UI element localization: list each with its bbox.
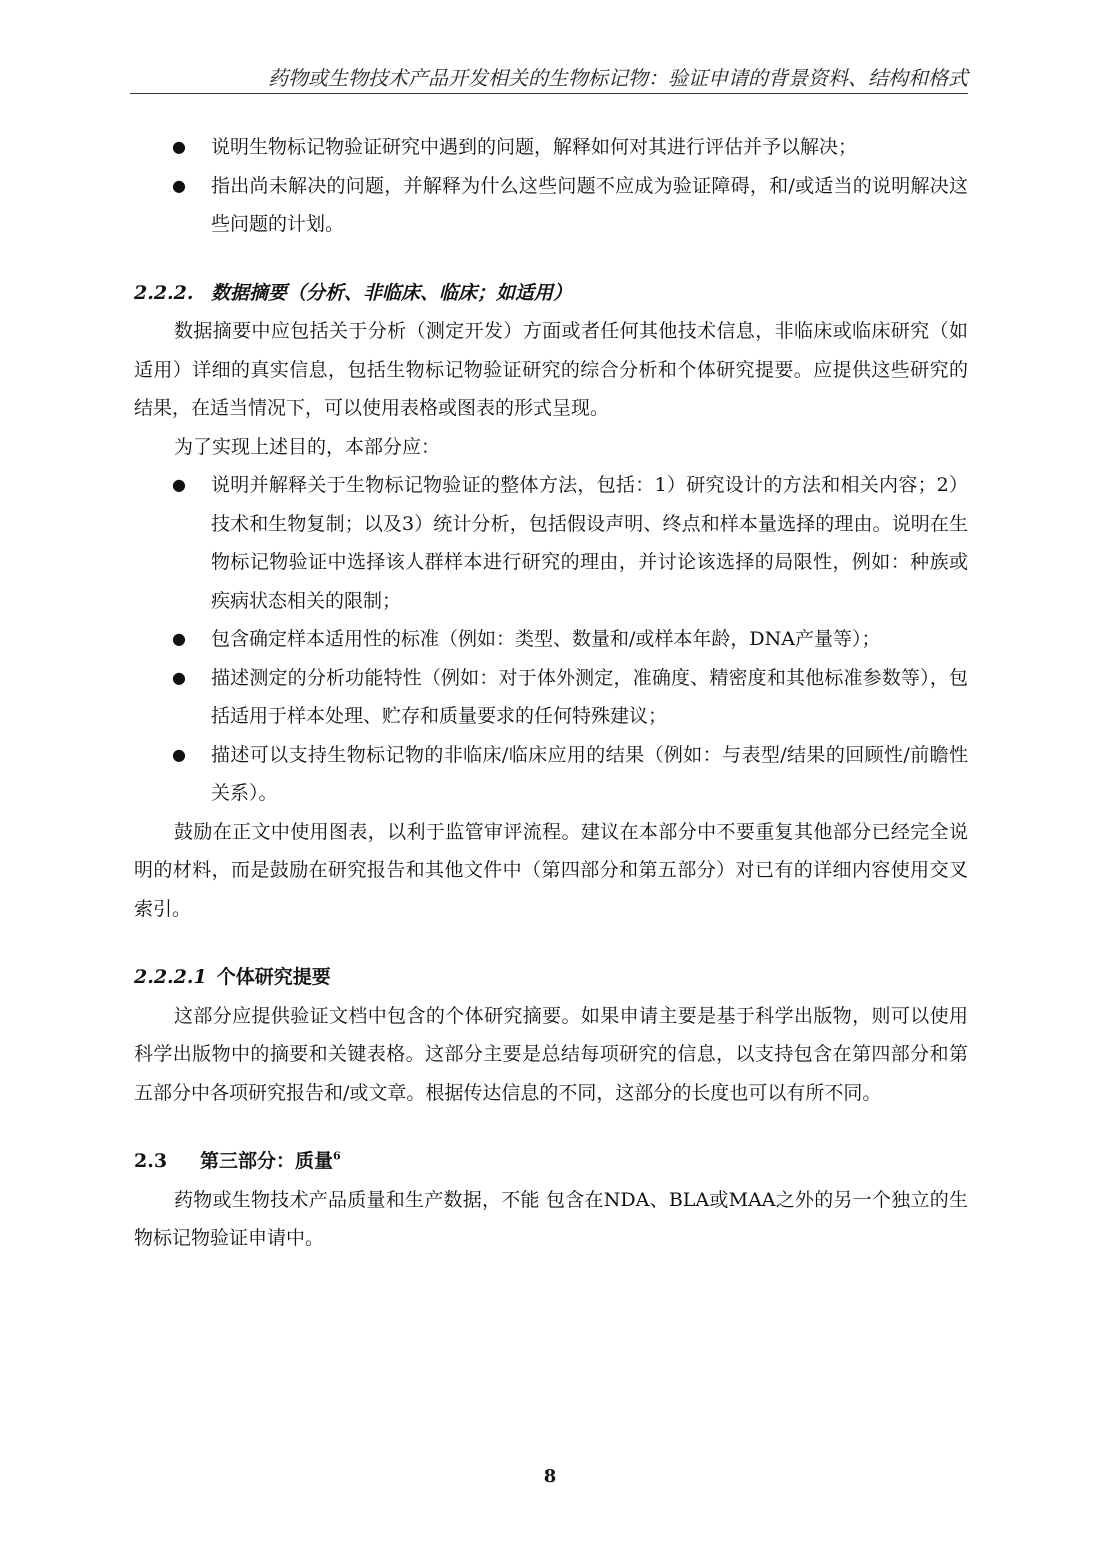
list-item [134,167,968,244]
list-item-text: 包含确定样本适用性的标准（例如：类型、数量和/或样本年龄，DNA产量等）； [211,628,881,650]
section-heading-2-3 [134,1142,968,1181]
spacer [134,244,968,274]
section-number: 2.3 [134,1150,168,1172]
list-item [134,736,968,813]
running-header: 药物或生物技术产品开发相关的生物标记物：验证申请的背景资料、结构和格式 [268,66,968,90]
section-title: 第三部分：质量 [200,1150,334,1172]
header-divider [130,93,968,94]
page-number: 8 [543,1466,557,1487]
section-heading-2-2-2 [134,274,968,313]
page-body [134,128,968,1258]
section-heading-2-2-2-1 [134,958,968,997]
section-title: 数据摘要（分析、非临床、临床；如适用） [211,281,573,304]
paragraph: 这部分应提供验证文档中包含的个体研究摘要。如果申请主要是基于科学出版物，则可以使用科学出版物中的摘要和关键表格。这部分主要是总结每项研究的信息，以支持包含在第四部分和第五部分中各项研究报告和/或文章。根据传达信息的不同，这部分的长度也可以有所不同。 [134,1004,968,1104]
paragraph: 药物或生物技术产品质量和生产数据，不能 包含在NDA、BLA或MAA之外的另一个独立的生物标记物验证申请中。 [134,1188,968,1249]
bullet-icon: ● [172,175,186,195]
paragraph: 为了实现上述目的，本部分应： [174,435,441,458]
bullet-icon: ● [172,629,186,648]
section-number: 2.2.2.1 [134,966,207,988]
list-item-text: 描述测定的分析功能特性（例如：对于体外测定，准确度、精密度和其他标准参数等），包括适用于样本处理、贮存和质量要求的任何特殊建议； [211,666,968,727]
bullet-icon: ● [172,744,186,764]
paragraph: 鼓励在正文中使用图表，以利于监管审评流程。建议在本部分中不要重复其他部分已经完全说明的材料，而是鼓励在研究报告和其他文件中（第四部分和第五部分）对已有的详细内容使用交叉索引。 [134,820,968,920]
list-item [134,659,968,736]
section-title: 个体研究提要 [216,966,331,988]
section-number: 2.2.2. [134,281,194,304]
list-item-text: 说明生物标记物验证研究中遇到的问题，解释如何对其进行评估并予以解决； [211,136,858,158]
spacer [134,928,968,958]
bullet-icon: ● [172,475,186,494]
list-item [134,620,968,659]
list-item [134,466,968,620]
bullet-icon: ● [172,137,186,156]
bullet-icon: ● [172,667,186,687]
footnote-reference[interactable]: 6 [333,1149,341,1163]
list-item [134,128,968,167]
spacer [134,1112,968,1142]
list-item-text: 说明并解释关于生物标记物验证的整体方法，包括：1）研究设计的方法和相关内容；2）技术和生物复制；以及3）统计分析，包括假设声明、终点和样本量选择的理由。说明在生物标记物验证中选择该人群样本进行研究的理由，并讨论该选择的局限性，例如：种族或疾病状态相关的限制； [211,474,968,612]
paragraph: 数据摘要中应包括关于分析（测定开发）方面或者任何其他技术信息，非临床或临床研究（如适用）详细的真实信息，包括生物标记物验证研究的综合分析和个体研究提要。应提供这些研究的结果，在适当情况下，可以使用表格或图表的形式呈现。 [134,320,968,419]
list-item-text: 指出尚未解决的问题，并解释为什么这些问题不应成为验证障碍，和/或适当的说明解决这些问题的计划。 [211,174,968,235]
list-item-text: 描述可以支持生物标记物的非临床/临床应用的结果（例如：与表型/结果的回顾性/前瞻性关系）。 [211,743,968,804]
